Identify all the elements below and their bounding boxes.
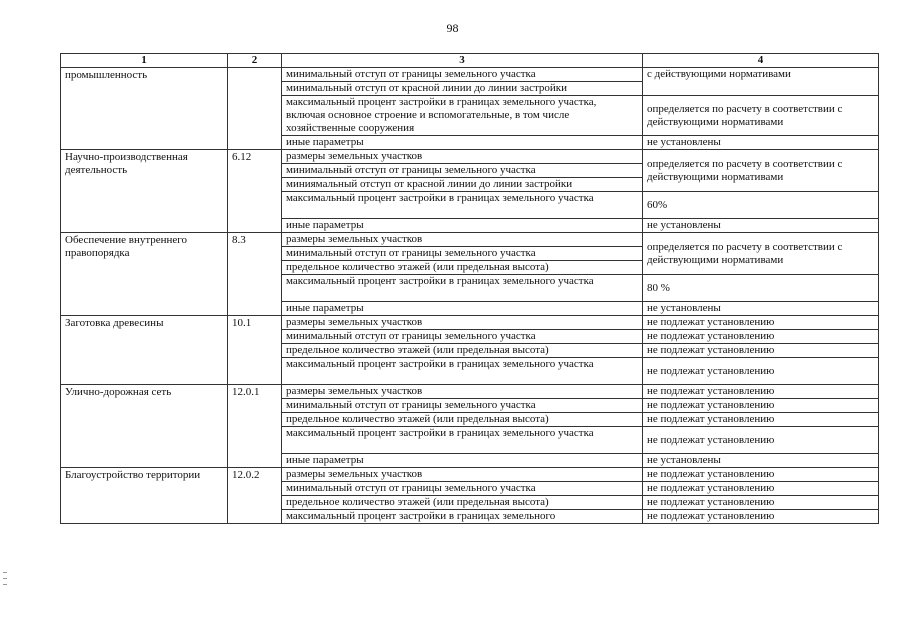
parameter-cell: минимальный отступ от границы земельного участка [282,68,643,82]
parameter-cell: минимальный отступ от границы земельного участка [282,482,643,496]
value-cell: определяется по расчету в соответствии с действующими нормативами [643,150,879,192]
value-cell: не подлежат установлению [643,427,879,454]
table-row [61,385,879,399]
land-use-name: Обеспечение внутреннего правопорядка [61,233,228,316]
value-cell: с действующими нормативами [643,68,879,96]
parameter-cell: максимальный процент застройки в границах земельного участка, включая основное строение и вспомогательные, в том числе хозяйственные сооружения [282,96,643,136]
value-cell: не установлены [643,136,879,150]
value-cell: не подлежат установлению [643,510,879,524]
value-cell: определяется по расчету в соответствии с действующими нормативами [643,233,879,275]
land-use-code: 12.0.1 [228,385,282,468]
parameter-cell: иные параметры [282,136,643,150]
parameter-cell: минимальный отступ от красной линии до линии застройки [282,82,643,96]
land-use-name: Благоустройство территории [61,468,228,524]
parameter-cell: размеры земельных участков [282,316,643,330]
parameter-cell: максимальный процент застройки в границах земельного участка [282,275,643,302]
value-cell: 60% [643,192,879,219]
column-header: 2 [228,54,282,68]
parameter-cell: предельное количество этажей (или предельная высота) [282,344,643,358]
parameter-cell: размеры земельных участков [282,385,643,399]
land-use-code [228,68,282,150]
table-row [61,468,879,482]
value-cell: не подлежат установлению [643,344,879,358]
parameter-cell: максимальный процент застройки в границах земельного участка [282,427,643,454]
value-cell: не подлежат установлению [643,316,879,330]
parameter-cell: размеры земельных участков [282,150,643,164]
table-row [61,150,879,164]
parameter-cell: предельное количество этажей (или предельная высота) [282,413,643,427]
parameter-cell: предельное количество этажей (или предельная высота) [282,261,643,275]
value-cell: не подлежат установлению [643,413,879,427]
land-use-code: 8.3 [228,233,282,316]
column-header: 3 [282,54,643,68]
parameter-cell: размеры земельных участков [282,468,643,482]
land-use-name: Научно-производственная деятельность [61,150,228,233]
land-use-code: 12.0.2 [228,468,282,524]
margin-mark [3,572,7,573]
header-row [61,54,879,68]
value-cell: определяется по расчету в соответствии с действующими нормативами [643,96,879,136]
land-use-name: Заготовка древесины [61,316,228,385]
parameter-cell: иные параметры [282,454,643,468]
value-cell: не подлежат установлению [643,385,879,399]
parameter-cell: миниямальный отступ от красной линии до линии застройки [282,178,643,192]
regulations-table [60,53,879,524]
parameter-cell: минимальный отступ от границы земельного участка [282,399,643,413]
margin-mark [3,578,7,579]
land-use-code: 10.1 [228,316,282,385]
land-use-name: промышленность [61,68,228,150]
parameter-cell: максимальный процент застройки в границах земельного [282,510,643,524]
column-header: 1 [61,54,228,68]
value-cell: не установлены [643,454,879,468]
value-cell: не установлены [643,219,879,233]
margin-mark [3,584,7,585]
parameter-cell: максимальный процент застройки в границах земельного участка [282,192,643,219]
parameter-cell: минимальный отступ от границы земельного участка [282,247,643,261]
value-cell: не подлежат установлению [643,399,879,413]
value-cell: не установлены [643,302,879,316]
parameter-cell: минимальный отступ от границы земельного участка [282,164,643,178]
land-use-code: 6.12 [228,150,282,233]
parameter-cell: максимальный процент застройки в границах земельного участка [282,358,643,385]
parameter-cell: предельное количество этажей (или предельная высота) [282,496,643,510]
parameter-cell: иные параметры [282,219,643,233]
table-row [61,233,879,247]
table-row [61,316,879,330]
column-header: 4 [643,54,879,68]
value-cell: не подлежат установлению [643,468,879,482]
value-cell: 80 % [643,275,879,302]
value-cell: не подлежат установлению [643,496,879,510]
value-cell: не подлежат установлению [643,358,879,385]
land-use-name: Улично-дорожная сеть [61,385,228,468]
page-number: 98 [446,21,459,35]
parameter-cell: размеры земельных участков [282,233,643,247]
table-row [61,68,879,82]
value-cell: не подлежат установлению [643,482,879,496]
parameter-cell: иные параметры [282,302,643,316]
parameter-cell: минимальный отступ от границы земельного участка [282,330,643,344]
value-cell: не подлежат установлению [643,330,879,344]
